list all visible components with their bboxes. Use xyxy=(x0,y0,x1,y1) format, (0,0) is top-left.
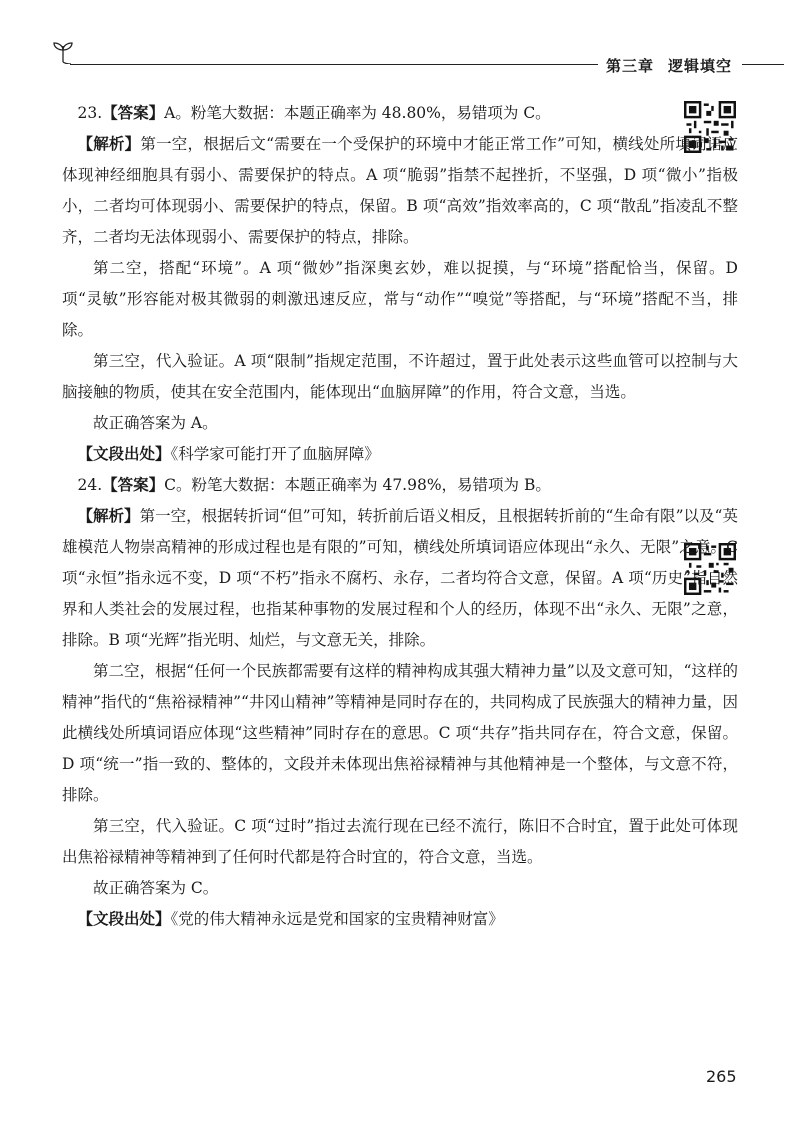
q24-analysis-p2: 第二空，根据“任何一个民族都需要有这样的精神构成其强大精神力量”以及文意可知，“这样的精神”指代的“焦裕禄精神”“井冈山精神”等精神是同时存在的，共同构成了民族强大的精神力量，因此横线处所填词语应体现“这些精神”同时存在的意思。C 项“共存”指共同存在，符合文意，保留。D 项“统一”指一致的、整体的，文段并未体现出焦裕禄精神与其他精神是一个整体，与文意不符，排除。 xyxy=(62,662,738,804)
page-header xyxy=(0,0,800,80)
header-rule-right xyxy=(742,64,784,65)
source-text: 《科学家可能打开了血脑屏障》 xyxy=(170,445,380,463)
q23-answer xyxy=(62,98,738,129)
answer-text: A。粉笔大数据：本题正确率为 48.80%，易错项为 C。 xyxy=(164,104,551,122)
analysis-tag: 【解析】 xyxy=(77,507,140,525)
header-rule-left xyxy=(70,64,598,65)
answer-text: C。粉笔大数据：本题正确率为 47.98%，易错项为 B。 xyxy=(164,476,551,494)
leaf-icon xyxy=(52,40,74,64)
analysis-text: 第一空，根据后文“需要在一个受保护的环境中才能正常工作”可知，横线处所填词语应体现神经细胞具有弱小、需要保护的特点。A 项“脆弱”指禁不起挫折，不坚强，D 项“微小”指极小，二者均可体现弱小、需要保护的特点，保留。B 项“高效”指效率高的，C 项“散乱”指凌乱不整齐，二者均无法体现弱小、需要保护的特点，排除。 xyxy=(62,135,738,246)
q23-source xyxy=(62,439,738,470)
chapter-number: 第三章 xyxy=(606,57,655,75)
answer-tag: 【答案】 xyxy=(102,476,165,494)
chapter-title xyxy=(606,55,732,76)
q23-analysis-p2: 第二空，搭配“环境”。A 项“微妙”指深奥玄妙，难以捉摸，与“环境”搭配恰当，保留。D 项“灵敏”形容能对极其微弱的刺激迅速反应，常与“动作”“嗅觉”等搭配，与“环境”搭配不当，排除。 xyxy=(62,259,738,339)
analysis-tag: 【解析】 xyxy=(77,135,141,153)
question-number: 23. xyxy=(77,104,103,122)
question-number: 24. xyxy=(77,476,103,494)
q24-analysis-p1 xyxy=(62,501,738,656)
page-body xyxy=(62,98,738,935)
source-tag: 【文段出处】 xyxy=(77,445,171,463)
page-number: 265 xyxy=(706,1067,737,1086)
q24-analysis-p3: 第三空，代入验证。C 项“过时”指过去流行现在已经不流行，陈旧不合时宜，置于此处可体现出焦裕禄精神等精神到了任何时代都是符合时宜的，符合文意，当选。 xyxy=(62,817,738,866)
source-text: 《党的伟大精神永远是党和国家的宝贵精神财富》 xyxy=(170,910,504,928)
q23-analysis-p1 xyxy=(62,129,738,253)
q23-analysis-p3: 第三空，代入验证。A 项“限制”指规定范围，不许超过，置于此处表示这些血管可以控制与大脑接触的物质，使其在安全范围内，能体现出“血脑屏障”的作用，符合文意，当选。 xyxy=(62,352,738,401)
section-title: 逻辑填空 xyxy=(668,57,733,75)
answer-tag: 【答案】 xyxy=(102,104,165,122)
q23-conclusion: 故正确答案为 A。 xyxy=(93,414,218,432)
q24-answer xyxy=(62,470,738,501)
analysis-text: 第一空，根据转折词“但”可知，转折前后语义相反，且根据转折前的“生命有限”以及“英雄模范人物崇高精神的形成过程也是有限的”可知，横线处所填词语应体现出“永久、无限”之意。C 项“永恒”指永远不变，D 项“不朽”指永不腐朽、永存，二者均符合文意，保留。A 项“历史”指自然界和人类社会的发展过程，也指某种事物的发展过程和个人的经历，体现不出“永久、无限”之意，排除。B 项“光辉”指光明、灿烂，与文意无关，排除。 xyxy=(62,507,738,649)
q24-source xyxy=(62,904,738,935)
source-tag: 【文段出处】 xyxy=(77,910,171,928)
q24-conclusion: 故正确答案为 C。 xyxy=(93,879,219,897)
